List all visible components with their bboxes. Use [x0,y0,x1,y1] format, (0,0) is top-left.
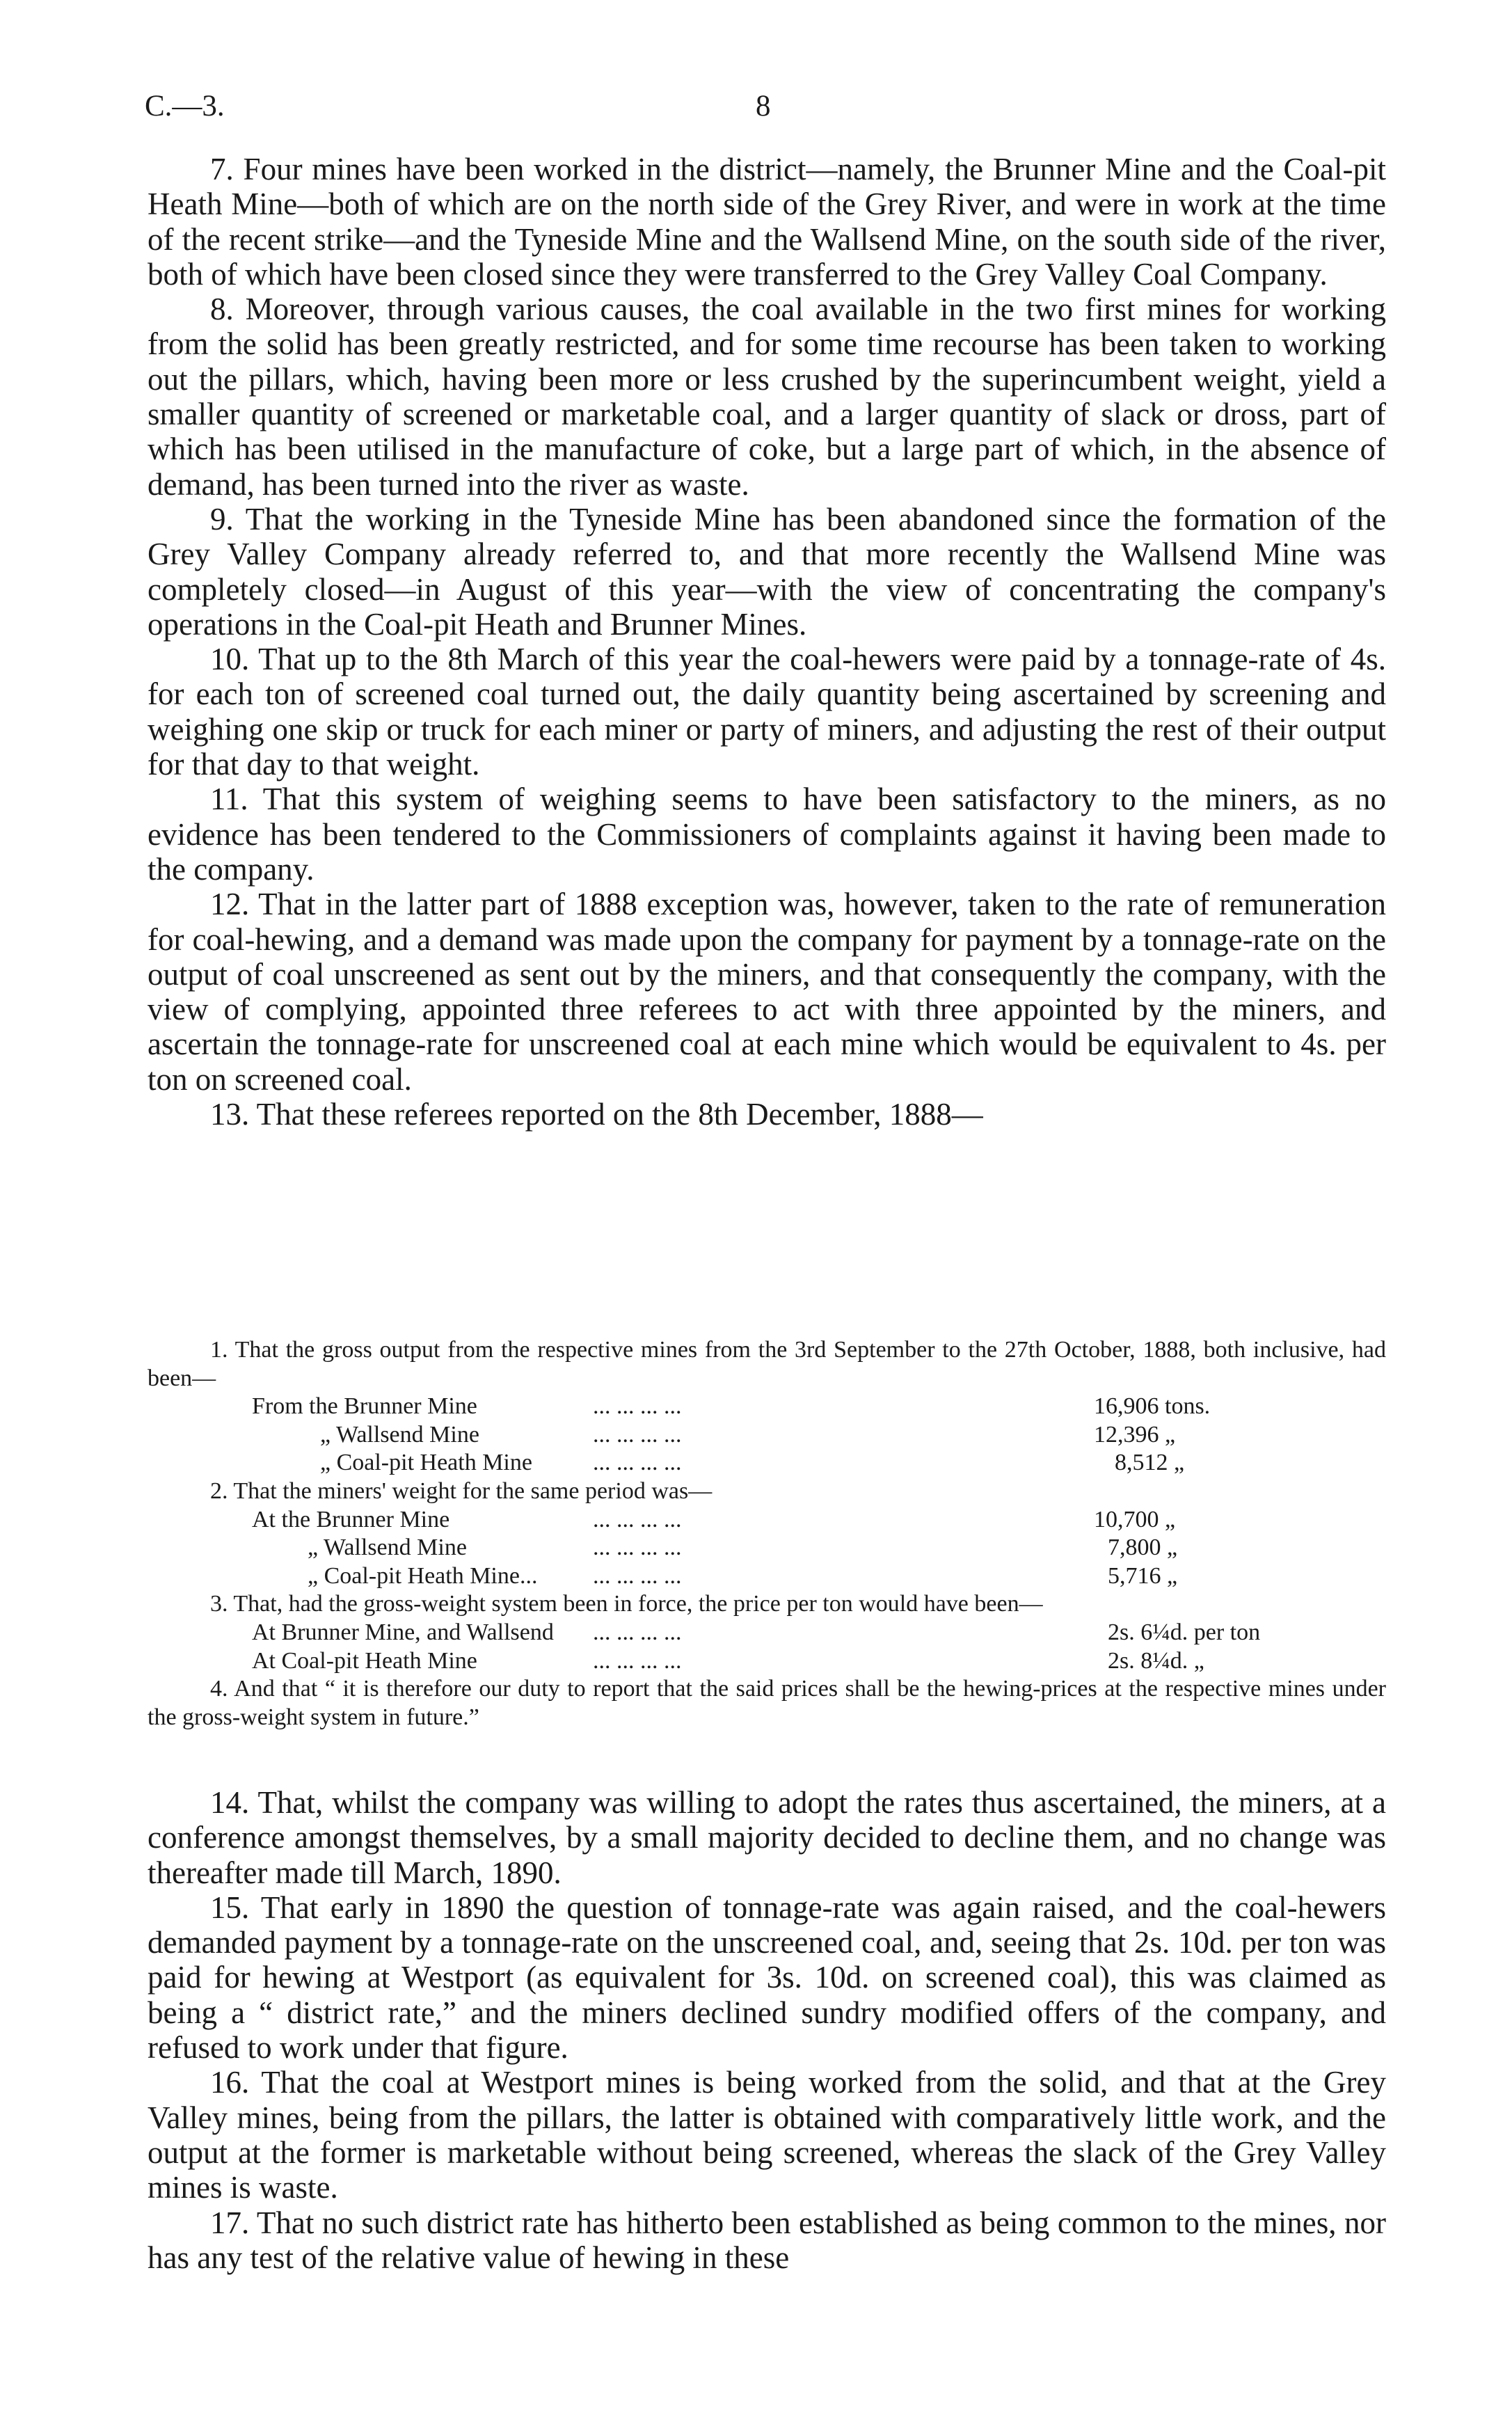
paragraph-9: 9. That the working in the Tyneside Mine has been abandoned since the formation of the Grey Valley Company already referred to, and that more recently the Wallsend Mine was completely closed—in August of this year—with the view of concentrating the company's operations in the Coal-pit Heath and Brunner Mines. [148,501,1386,642]
gross-row-value: 12,396 „ [1094,1421,1176,1448]
paragraph-15: 15. That early in 1890 the question of tonnage-rate was again raised, and the coal-hewers demanded payment by a tonnage-rate on the unscreened coal, and, seeing that 2s. 10d. per ton was paid for hewing at Westport (as equivalent for 3s. 10d. on screened coal), this was claimed as being a “ district rate,” and the miners declined sundry modified offers of the company, and refused to work under that figure. [148,1889,1386,2066]
paragraph-11: 11. That this system of weighing seems to have been satisfactory to the miners, as no evidence has been tendered to the Commissioners of complaints against it having been made to the company. [148,782,1386,887]
price-row [148,1619,1386,1647]
report-item-2 [148,1477,1386,1506]
miners-row-label: „ Coal-pit Heath Mine... [308,1562,538,1589]
miners-row [148,1534,1386,1562]
leader-dots: ... ... ... ... [593,1421,682,1448]
miners-row-value: 10,700 „ [1094,1506,1176,1532]
gross-row [148,1449,1386,1477]
miners-row [148,1562,1386,1591]
report-item-3 [148,1590,1386,1619]
report-item-1: 1. That the gross output from the respective mines from the 3rd September to the 27th October, 1888, both inclusive, had been— [148,1337,1386,1391]
body-text-top [148,152,1386,1132]
gross-row-value: 8,512 „ [1115,1450,1185,1476]
paragraph-16: 16. That the coal at Westport mines is being worked from the solid, and that at the Grey Valley mines, being from the pillars, the latter is obtained with comparatively little work, and the output at the former is marketable without being screened, whereas the slack of the Grey Valley mines is waste. [148,2065,1386,2205]
leader-dots: ... ... ... ... [593,1535,682,1561]
leader-dots: ... ... ... ... [593,1450,682,1476]
report-item-4: 4. And that “ it is therefore our duty to report that the said prices shall be the hewing-prices at the respective mines under the gross-weight system in future.” [148,1676,1386,1730]
report-item-3-text: 3. That, had the gross-weight system been in force, the price per ton would have been— [210,1591,1043,1617]
gross-row-label: „ Wallsend Mine [320,1421,479,1448]
leader-dots: ... ... ... ... [593,1562,682,1589]
paragraph-10: 10. That up to the 8th March of this year the coal-hewers were paid by a tonnage-rate of 4s. for each ton of screened coal turned out, the daily quantity being ascertained by screening and weighing one skip or truck for each miner or party of miners, and adjusting the rest of their output for that day to that weight. [148,642,1386,782]
page-number: 8 [756,90,771,122]
leader-dots: ... ... ... ... [593,1393,682,1420]
price-row [148,1647,1386,1676]
gross-row [148,1421,1386,1450]
gross-row-label: From the Brunner Mine [252,1393,477,1420]
paragraph-14: 14. That, whilst the company was willing to adopt the rates thus ascertained, the miners, at a conference amongst themselves, by a small majority decided to decline them, and no change was thereafter made till March, 1890. [148,1785,1386,1890]
report-item-2-text: 2. That the miners' weight for the same period was— [210,1477,713,1504]
leader-dots: ... ... ... ... [593,1647,682,1674]
paragraph-17: 17. That no such district rate has hitherto been established as being common to the mines, nor has any test of the relative value of hewing in these [148,2205,1386,2275]
miners-row-value: 7,800 „ [1108,1535,1178,1561]
miners-row-label: At the Brunner Mine [252,1506,450,1532]
paragraph-7: 7. Four mines have been worked in the district—namely, the Brunner Mine and the Coal-pit Heath Mine—both of which are on the north side of the Grey River, and were in work at the time of the recent strike—and the Tyneside Mine and the Wallsend Mine, on the south side of the river, both of which have been closed since they were transferred to the Grey Valley Coal Company. [148,152,1386,292]
leader-dots: ... ... ... ... [593,1506,682,1532]
miners-row-value: 5,716 „ [1108,1562,1178,1589]
price-row-value: 2s. 8¼d. „ [1108,1647,1204,1674]
price-row-value: 2s. 6¼d. per ton [1108,1619,1261,1645]
miners-row [148,1506,1386,1535]
miners-row-label: „ Wallsend Mine [308,1535,467,1561]
gross-row-label: „ Coal-pit Heath Mine [320,1450,532,1476]
leader-dots: ... ... ... ... [593,1619,682,1645]
paragraph-13: 13. That these referees reported on the 8th December, 1888— [210,1097,983,1132]
paragraph-12: 12. That in the latter part of 1888 exception was, however, taken to the rate of remuneration for coal-hewing, and a demand was made upon the company for payment by a tonnage-rate on the output of coal unscreened as sent out by the miners, and that consequently the company, with the view of complying, appointed three referees to act with three appointed by the miners, and ascertain the tonnage-rate for unscreened coal at each mine which would be equivalent to 4s. per ton on screened coal. [148,887,1386,1097]
price-row-label: At Brunner Mine, and Wallsend [252,1619,554,1645]
body-text-bottom [148,1785,1386,2275]
referees-report [148,1336,1386,1731]
paragraph-8: 8. Moreover, through various causes, the coal available in the two first mines for working from the solid has been greatly restricted, and for some time recourse has been taken to working out the pillars, which, having been more or less crushed by the superincumbent weight, yield a smaller quantity of screened or marketable coal, and a larger quantity of slack or dross, part of which has been utilised in the manufacture of coke, but a large part of which, in the absence of demand, has been turned into the river as waste. [148,292,1386,502]
price-row-label: At Coal-pit Heath Mine [252,1647,477,1674]
document-reference: C.—3. [145,90,225,122]
gross-row [148,1393,1386,1421]
gross-row-value: 16,906 tons. [1094,1393,1211,1420]
